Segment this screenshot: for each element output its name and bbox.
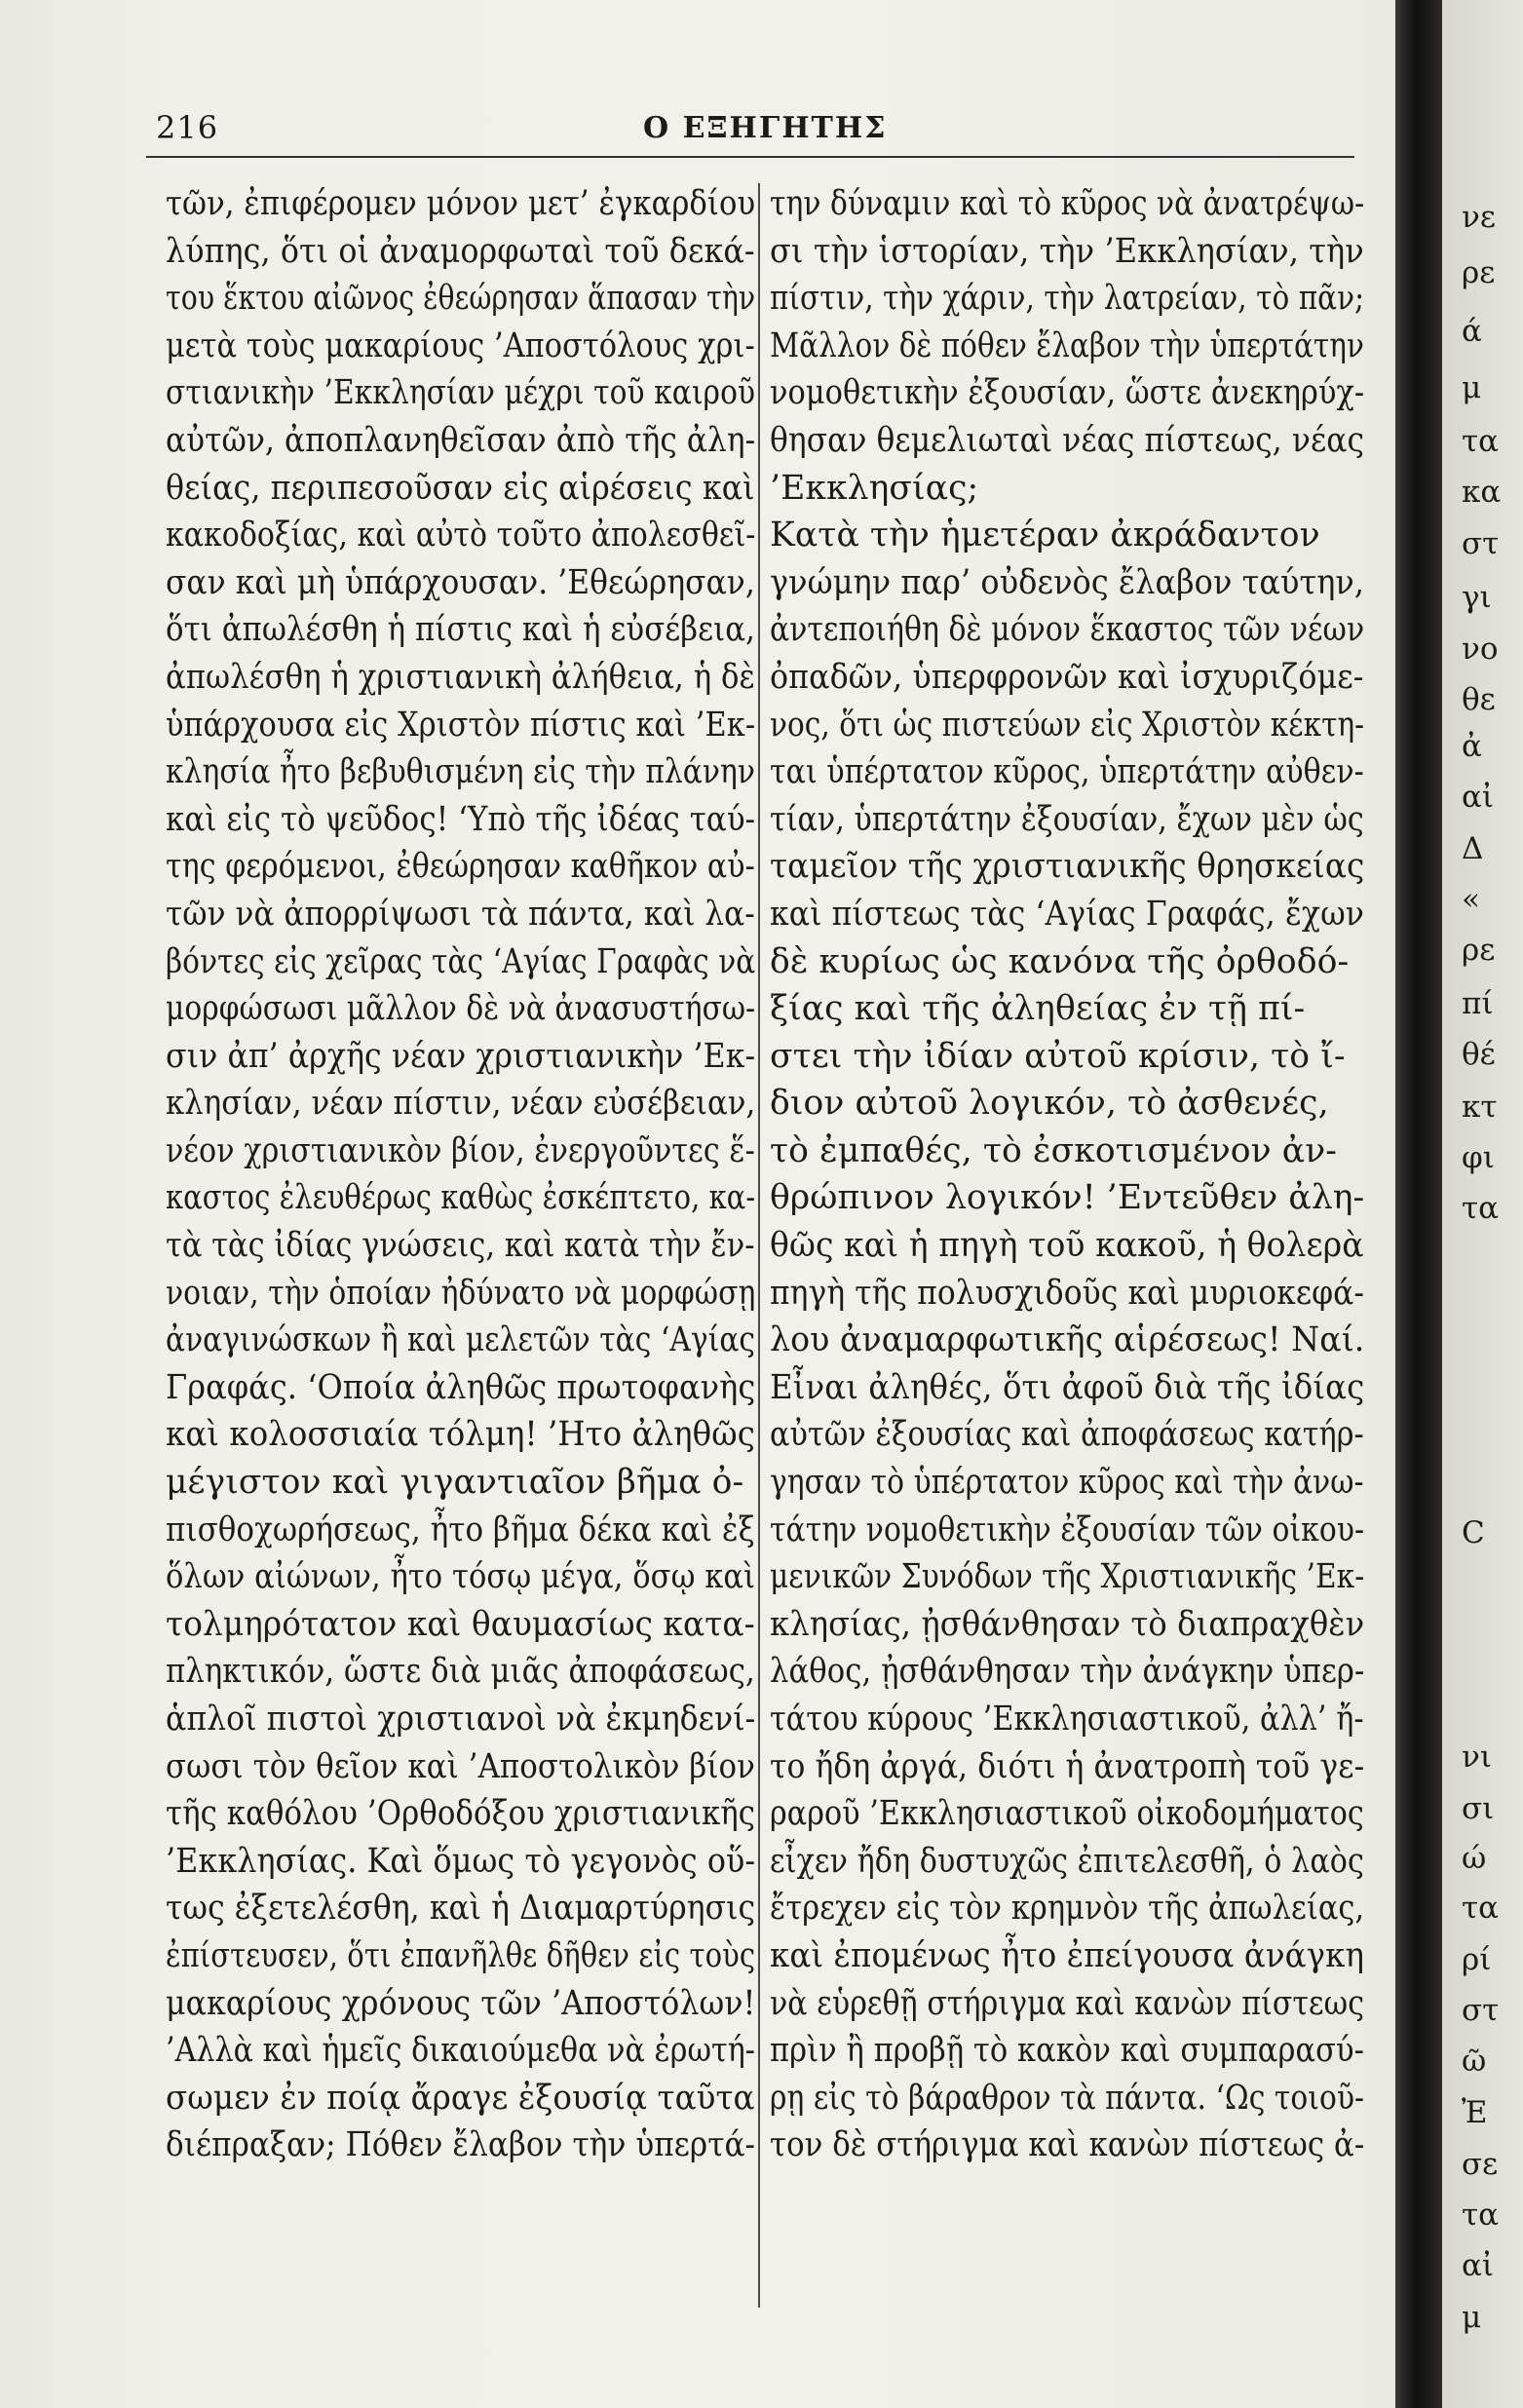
page-header: [146, 97, 1364, 156]
next-page-fragment: Δ: [1462, 831, 1484, 866]
next-page-fragment: στ: [1462, 1993, 1500, 2028]
text-line: ἀντεποιήθη δὲ μόνον ἕκαστος τῶν νέων: [770, 610, 1365, 650]
text-line: αὐτῶν ἐξουσίας καὶ ἀποφάσεως κατήρ-: [770, 1415, 1364, 1455]
next-page-fragment: ἀ: [1462, 729, 1482, 764]
text-line: του ἕκτου αἰῶνος ἐθεώρησαν ἅπασαν τὴν: [166, 279, 756, 319]
text-line: στει τὴν ἰδίαν αὐτοῦ κρίσιν, τὸ ἴ-: [770, 1036, 1346, 1076]
header-rule: [146, 156, 1354, 158]
text-line: λου ἀναμαρφωτικῆς αἱρέσεως! Ναί.: [770, 1320, 1365, 1360]
text-line: πίστιν, τὴν χάριν, τὴν λατρείαν, τὸ πᾶν;: [770, 279, 1365, 319]
text-line: μορφώσωσι μᾶλλον δὲ νὰ ἀνασυστήσω-: [166, 989, 756, 1029]
text-line: βόντες εἰς χεῖρας τὰς ‘Αγίας Γραφὰς νὰ: [166, 941, 756, 981]
next-page-fragment: ρε: [1462, 933, 1496, 968]
text-line: τῆς καθόλου ’Ορθοδόξου χριστιανικῆς: [166, 1794, 756, 1834]
next-page-fragment: νο: [1462, 631, 1499, 667]
text-line: τὸ ἐμπαθές, τὸ ἐσκοτισμένον ἀν-: [770, 1130, 1338, 1170]
left-text-column: [166, 180, 755, 2169]
next-page-fragment: ά: [1462, 314, 1482, 349]
text-line: μετὰ τοὺς μακαρίους ’Αποστόλους χρι-: [166, 325, 755, 365]
next-page-fragment: τα: [1462, 2198, 1500, 2233]
text-line: σιν ἀπ’ ἀρχῆς νέαν χριστιανικὴν ’Εκ-: [166, 1036, 756, 1076]
text-line: λάθος, ᾐσθάνθησαν τὴν ἀνάγκην ὑπερ-: [770, 1652, 1365, 1692]
text-line: καὶ ἐπομένως ἦτο ἐπείγουσα ἀνάγκη: [770, 1935, 1364, 1975]
text-line: Μᾶλλον δὲ πόθεν ἔλαβον τὴν ὑπερτάτην: [770, 325, 1364, 365]
text-line: ξίας καὶ τῆς ἀληθείας ἐν τῇ πί-: [770, 989, 1306, 1029]
next-page-fragment: σε: [1462, 2147, 1499, 2182]
next-page-fragment: ῶ: [1462, 2044, 1487, 2079]
next-page-fragment: σι: [1462, 1791, 1495, 1826]
next-page-fragment: ώ: [1462, 1841, 1487, 1876]
text-line: τῶν, ἐπιφέρομεν μόνον μετ’ ἐγκαρδίου: [166, 184, 756, 223]
text-line: καὶ κολοσσιαία τόλμη! ’Ητο ἀληθῶς: [166, 1415, 755, 1455]
text-line: τάτην νομοθετικὴν ἐξουσίαν τῶν οἰκου-: [770, 1510, 1365, 1549]
next-page-fragment: κτ: [1462, 1089, 1498, 1125]
text-line: σαν καὶ μὴ ὑπάρχουσαν. ’Εθεώρησαν,: [166, 562, 755, 602]
text-line: ἀναγινώσκων ἢ καὶ μελετῶν τὰς ‘Αγίας: [166, 1320, 756, 1360]
text-line: τάτου κύρους ’Εκκλησιαστικοῦ, ἀλλ’ ἤ-: [770, 1700, 1364, 1739]
text-line: ἐπίστευσεν, ὅτι ἐπανῆλθε δῆθεν εἰς τοὺς: [166, 1935, 756, 1975]
text-line: ὅλων αἰώνων, ἦτο τόσῳ μέγα, ὅσῳ καὶ: [166, 1557, 756, 1597]
text-line: μενικῶν Συνόδων τῆς Χριστιανικῆς ’Εκ-: [770, 1557, 1365, 1597]
text-line: κακοδοξίας, καὶ αὐτὸ τοῦτο ἀπολεσθεῖ-: [166, 516, 756, 555]
text-line: Εἶναι ἀληθές, ὅτι ἀφοῦ διὰ τῆς ἰδίας: [770, 1367, 1365, 1407]
text-line: ρῃ εἰς τὸ βάραθρον τὰ πάντα. ‘Ως τοιοῦ-: [770, 2078, 1365, 2118]
text-line: καὶ πίστεως τὰς ‘Αγίας Γραφάς, ἔχων: [770, 894, 1365, 934]
text-line: νοιαν, τὴν ὁποίαν ἠδύνατο νὰ μορφώσῃ: [166, 1273, 756, 1313]
next-page-fragment: φι: [1462, 1140, 1495, 1175]
next-page-fragment: νε: [1462, 200, 1496, 235]
next-page-fragment: τα: [1462, 1191, 1500, 1226]
text-line: νὰ εὑρεθῇ στήριγμα καὶ κανὼν πίστεως: [770, 1983, 1365, 2023]
text-line: κλησίαν, νέαν πίστιν, νέαν εὐσέβειαν,: [166, 1084, 756, 1124]
text-line: ὅτι ἀπωλέσθη ἡ πίστις καὶ ἡ εὐσέβεια,: [166, 610, 756, 650]
next-page-edge: [1442, 0, 1523, 2408]
text-line: ’Αλλὰ καὶ ἡμεῖς δικαιούμεθα νὰ ἐρωτή-: [166, 2031, 756, 2071]
next-page-fragment: στ: [1462, 526, 1500, 561]
text-line: πηγὴ τῆς πολυσχιδοῦς καὶ μυριοκεφά-: [770, 1273, 1365, 1313]
text-line: σωσι τὸν θεῖον καὶ ’Αποστολικὸν βίον: [166, 1746, 755, 1786]
text-line: γησαν τὸ ὑπέρτατον κῦρος καὶ τὴν ἀνω-: [770, 1463, 1364, 1503]
text-line: τῶν νὰ ἀπορρίψωσι τὰ πάντα, καὶ λα-: [166, 894, 755, 934]
text-line: κλησίας, ᾐσθάνθησαν τὸ διαπραχθὲν: [770, 1604, 1365, 1644]
text-line: Κατὰ τὴν ἡμετέραν ἀκράδαντον: [770, 516, 1320, 555]
running-title: Ο ΕΞΗΓΗΤΗΣ: [643, 111, 888, 145]
book-gutter-shadow: [1395, 0, 1442, 2408]
right-text-column: [770, 180, 1364, 2169]
text-line: δὲ κυρίως ὡς κανόνα τῆς ὀρθοδό-: [770, 941, 1350, 981]
next-page-fragment: ρε: [1462, 255, 1496, 290]
text-line: ὑπάρχουσα εἰς Χριστὸν πίστις καὶ ’Εκ-: [166, 705, 756, 745]
text-line: νομοθετικὴν ἐξουσίαν, ὥστε ἀνεκηρύχ-: [770, 373, 1365, 413]
text-line: τον δὲ στήριγμα καὶ κανὼν πίστεως ἀ-: [770, 2125, 1365, 2165]
text-line: ταμεῖον τῆς χριστιανικῆς θρησκείας: [770, 847, 1365, 887]
next-page-fragment: τα: [1462, 1891, 1500, 1926]
text-line: σωμεν ἐν ποίᾳ ἄραγε ἐξουσίᾳ ταῦτα: [166, 2078, 755, 2118]
text-line: Γραφάς. ‘Οποία ἀληθῶς πρωτοφανὴς: [166, 1367, 756, 1407]
text-line: τίαν, ὑπερτάτην ἐξουσίαν, ἔχων μὲν ὡς: [770, 799, 1364, 839]
text-line: σι τὴν ἱστορίαν, τὴν ’Εκκλησίαν, τὴν: [770, 231, 1364, 271]
text-line: θῶς καὶ ἡ πηγὴ τοῦ κακοῦ, ἡ θολερὰ: [770, 1226, 1364, 1266]
next-page-fragment: ρί: [1462, 1942, 1492, 1977]
next-page-fragment: μ: [1462, 2300, 1482, 2335]
text-line: θείας, περιπεσοῦσαν εἰς αἱρέσεις καὶ: [166, 468, 755, 508]
next-page-fragment: C: [1462, 1515, 1485, 1550]
text-line: διέπραξαν; Πόθεν ἔλαβον τὴν ὑπερτά-: [166, 2125, 756, 2165]
text-line: νέον χριστιανικὸν βίον, ἐνεργοῦντες ἕ-: [166, 1130, 755, 1170]
text-line: ται ὑπέρτατον κῦρος, ὑπερτάτην αὐθεν-: [770, 752, 1364, 792]
text-line: ἀπωλέσθη ἡ χριστιανικὴ ἀλήθεια, ἡ δὲ: [166, 657, 756, 697]
text-line: της φερόμενοι, ἐθεώρησαν καθῆκον αὐ-: [166, 847, 755, 887]
text-line: καὶ εἰς τὸ ψεῦδος! ‘Υπὸ τῆς ἰδέας ταύ-: [166, 799, 756, 839]
next-page-fragment: τα: [1462, 424, 1500, 459]
next-page-fragment: νι: [1462, 1739, 1492, 1775]
page-number: 216: [156, 109, 219, 146]
next-page-fragment: αἰ: [1462, 780, 1495, 815]
next-page-fragment: θε: [1462, 682, 1496, 717]
text-line: διον αὐτοῦ λογικόν, τὸ ἀσθενές,: [770, 1084, 1329, 1124]
column-divider: [758, 183, 760, 2308]
text-line: θησαν θεμελιωταὶ νέας πίστεως, νέας: [770, 420, 1365, 460]
next-page-fragment: πί: [1462, 986, 1494, 1021]
text-line: την δύναμιν καὶ τὸ κῦρος νὰ ἀνατρέψω-: [770, 184, 1365, 223]
next-page-fragment: μ: [1462, 370, 1482, 405]
next-page-fragment: Ἐ: [1462, 2095, 1488, 2130]
text-line: ’Εκκλησίας. Καὶ ὅμως τὸ γεγονὸς οὕ-: [166, 1841, 756, 1881]
text-line: πισθοχωρήσεως, ἦτο βῆμα δέκα καὶ ἐξ: [166, 1510, 755, 1549]
text-line: τολμηρότατον καὶ θαυμασίως κατα-: [166, 1604, 755, 1644]
text-line: ἁπλοῖ πιστοὶ χριστιανοὶ νὰ ἐκμηδενί-: [166, 1700, 756, 1739]
text-line: εἶχεν ἤδη δυστυχῶς ἐπιτελεσθῆ, ὁ λαὸς: [770, 1841, 1364, 1881]
next-page-fragment: γι: [1462, 580, 1492, 615]
text-line: κλησία ἦτο βεβυθισμένη εἰς τὴν πλάνην: [166, 752, 755, 792]
text-line: στιανικὴν ’Εκκλησίαν μέχρι τοῦ καιροῦ: [166, 373, 756, 413]
text-line: αὐτῶν, ἀποπλανηθεῖσαν ἀπὸ τῆς ἀλη-: [166, 420, 756, 460]
text-line: τὰ τὰς ἰδίας γνώσεις, καὶ κατὰ τὴν ἔν-: [166, 1226, 755, 1266]
next-page-fragment: αἰ: [1462, 2248, 1495, 2283]
text-line: ’Εκκλησίας;: [770, 468, 979, 508]
text-line: τως ἐξετελέσθη, καὶ ἡ Διαμαρτύρησις: [166, 1889, 756, 1929]
text-line: ἔτρεχεν εἰς τὸν κρημνὸν τῆς ἀπωλείας,: [770, 1889, 1365, 1929]
text-line: γνώμην παρ’ οὐδενὸς ἔλαβον ταύτην,: [770, 562, 1365, 602]
text-line: νος, ὅτι ὡς πιστεύων εἰς Χριστὸν κέκτη-: [770, 705, 1365, 745]
text-line: ὀπαδῶν, ὑπερφρονῶν καὶ ἰσχυριζόμε-: [770, 657, 1364, 697]
text-line: θρώπινον λογικόν! ’Εντεῦθεν ἀλη-: [770, 1178, 1365, 1218]
text-line: λύπης, ὅτι οἱ ἀναμορφωταὶ τοῦ δεκά-: [166, 231, 755, 271]
text-line: το ἤδη ἀργά, διότι ἡ ἀνατροπὴ τοῦ γε-: [770, 1746, 1365, 1786]
text-line: μέγιστον καὶ γιγαντιαῖον βῆμα ὀ-: [166, 1463, 744, 1503]
text-line: καστος ἐλευθέρως καθὼς ἐσκέπτετο, κα-: [166, 1178, 756, 1218]
text-line: πληκτικόν, ὥστε διὰ μιᾶς ἀποφάσεως,: [166, 1652, 755, 1692]
text-line: πρὶν ἢ προβῇ τὸ κακὸν καὶ συμπαρασύ-: [770, 2031, 1364, 2071]
next-page-fragment: «: [1462, 882, 1480, 917]
text-line: ραροῦ ’Εκκλησιαστικοῦ οἰκοδομήματος: [770, 1794, 1364, 1834]
text-line: μακαρίους χρόνους τῶν ’Αποστόλων!: [166, 1983, 756, 2023]
next-page-fragment: κα: [1462, 475, 1502, 510]
next-page-fragment: θέ: [1462, 1037, 1496, 1072]
